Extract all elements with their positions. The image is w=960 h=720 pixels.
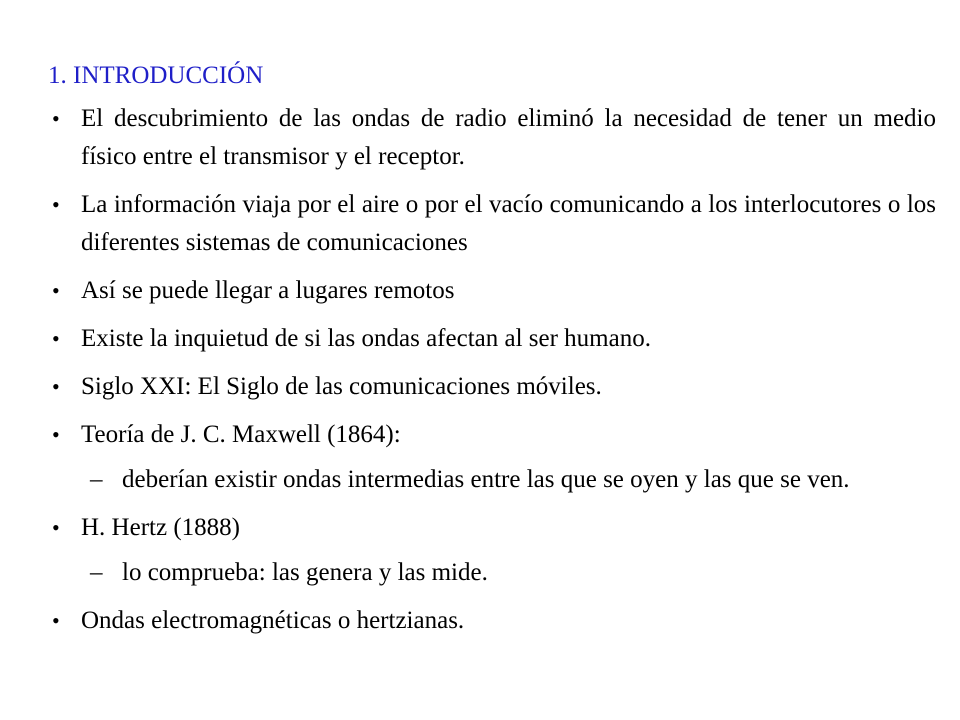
list-item bbox=[48, 602, 936, 640]
list-item-text: H. Hertz (1888) bbox=[81, 514, 240, 541]
sub-list-item bbox=[48, 554, 936, 592]
bullet-icon: • bbox=[52, 106, 60, 131]
bullet-icon: • bbox=[52, 515, 60, 540]
bullet-list bbox=[48, 100, 936, 640]
list-item bbox=[48, 272, 936, 310]
bullet-icon: • bbox=[52, 192, 60, 217]
list-item bbox=[48, 186, 936, 262]
list-item bbox=[48, 320, 936, 358]
slide-title: 1. INTRODUCCIÓN bbox=[48, 62, 264, 89]
list-item bbox=[48, 509, 936, 547]
list-item-text: El descubrimiento de las ondas de radio eliminó la necesidad de tener un medio físico entre el transmisor y el receptor. bbox=[81, 105, 936, 170]
list-item-text: La información viaja por el aire o por el vacío comunicando a los interlocutores o los diferentes sistemas de comunicaciones bbox=[81, 191, 936, 256]
bullet-icon: • bbox=[52, 422, 60, 447]
dash-icon: – bbox=[90, 559, 103, 586]
bullet-icon: • bbox=[52, 374, 60, 399]
bullet-icon: • bbox=[52, 608, 60, 633]
list-item-text: Ondas electromagnéticas o hertzianas. bbox=[81, 607, 465, 634]
list-item bbox=[48, 368, 936, 406]
sub-list-item bbox=[48, 461, 936, 499]
list-item-text: lo comprueba: las genera y las mide. bbox=[122, 559, 488, 586]
list-item bbox=[48, 416, 936, 454]
list-item-text: Siglo XXI: El Siglo de las comunicaciones móviles. bbox=[81, 373, 602, 400]
list-item bbox=[48, 100, 936, 176]
dash-icon: – bbox=[90, 466, 103, 493]
list-item-text: Existe la inquietud de si las ondas afectan al ser humano. bbox=[81, 325, 651, 352]
list-item-text: Teoría de J. C. Maxwell (1864): bbox=[81, 421, 401, 448]
list-item-text: deberían existir ondas intermedias entre las que se oyen y las que se ven. bbox=[122, 466, 850, 493]
bullet-icon: • bbox=[52, 278, 60, 303]
list-item-text: Así se puede llegar a lugares remotos bbox=[81, 277, 455, 304]
bullet-icon: • bbox=[52, 326, 60, 351]
